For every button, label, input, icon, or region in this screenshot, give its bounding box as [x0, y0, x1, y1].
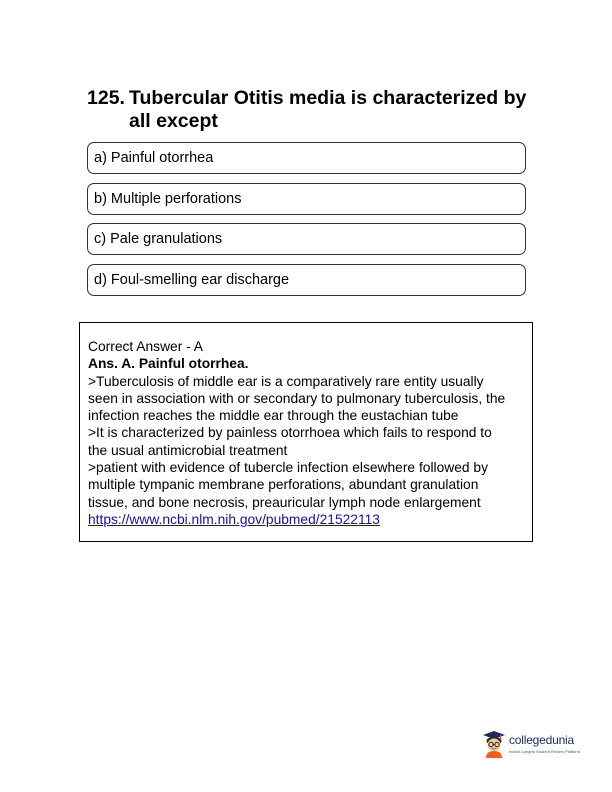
- explanation-line: tissue, and bone necrosis, preauricular lymph node enlargement: [88, 494, 481, 510]
- explanation-line: the usual antimicrobial treatment: [88, 442, 288, 458]
- question-heading: [87, 87, 527, 133]
- answer-explanation-box: [79, 322, 533, 542]
- option-c[interactable]: c) Pale granulations: [87, 223, 526, 255]
- correct-answer-text: Correct Answer - A: [88, 339, 204, 354]
- question-number: 125.: [87, 87, 125, 109]
- option-b[interactable]: b) Multiple perforations: [87, 183, 526, 215]
- explanation-line: >patient with evidence of tubercle infection elsewhere followed by: [88, 460, 488, 476]
- student-mascot-icon: [482, 730, 506, 758]
- explanation-line: infection reaches the middle ear through the eustachian tube: [88, 408, 459, 424]
- option-a[interactable]: a) Painful otorrhea: [87, 142, 526, 174]
- explanation-line: >Tuberculosis of middle ear is a comparatively rare entity usually: [88, 373, 484, 389]
- answer-heading: Ans. A. Painful otorrhea.: [88, 356, 249, 372]
- brand-tagline: India's Largest Student Review Platform: [509, 749, 581, 754]
- option-d[interactable]: d) Foul-smelling ear discharge: [87, 264, 526, 296]
- reference-link[interactable]: https://www.ncbi.nlm.nih.gov/pubmed/21522113: [88, 511, 380, 527]
- options-list: [87, 142, 526, 304]
- explanation-line: seen in association with or secondary to pulmonary tuberculosis, the: [88, 390, 506, 406]
- brand-name: collegedunia: [509, 733, 574, 747]
- explanation-line: multiple tympanic membrane perforations, abundant granulation: [88, 477, 479, 493]
- explanation-line: >It is characterized by painless otorrhoea which fails to respond to: [88, 425, 492, 441]
- brand-logo[interactable]: [482, 728, 584, 762]
- question-text: Tubercular Otitis media is characterized by all except: [129, 87, 527, 132]
